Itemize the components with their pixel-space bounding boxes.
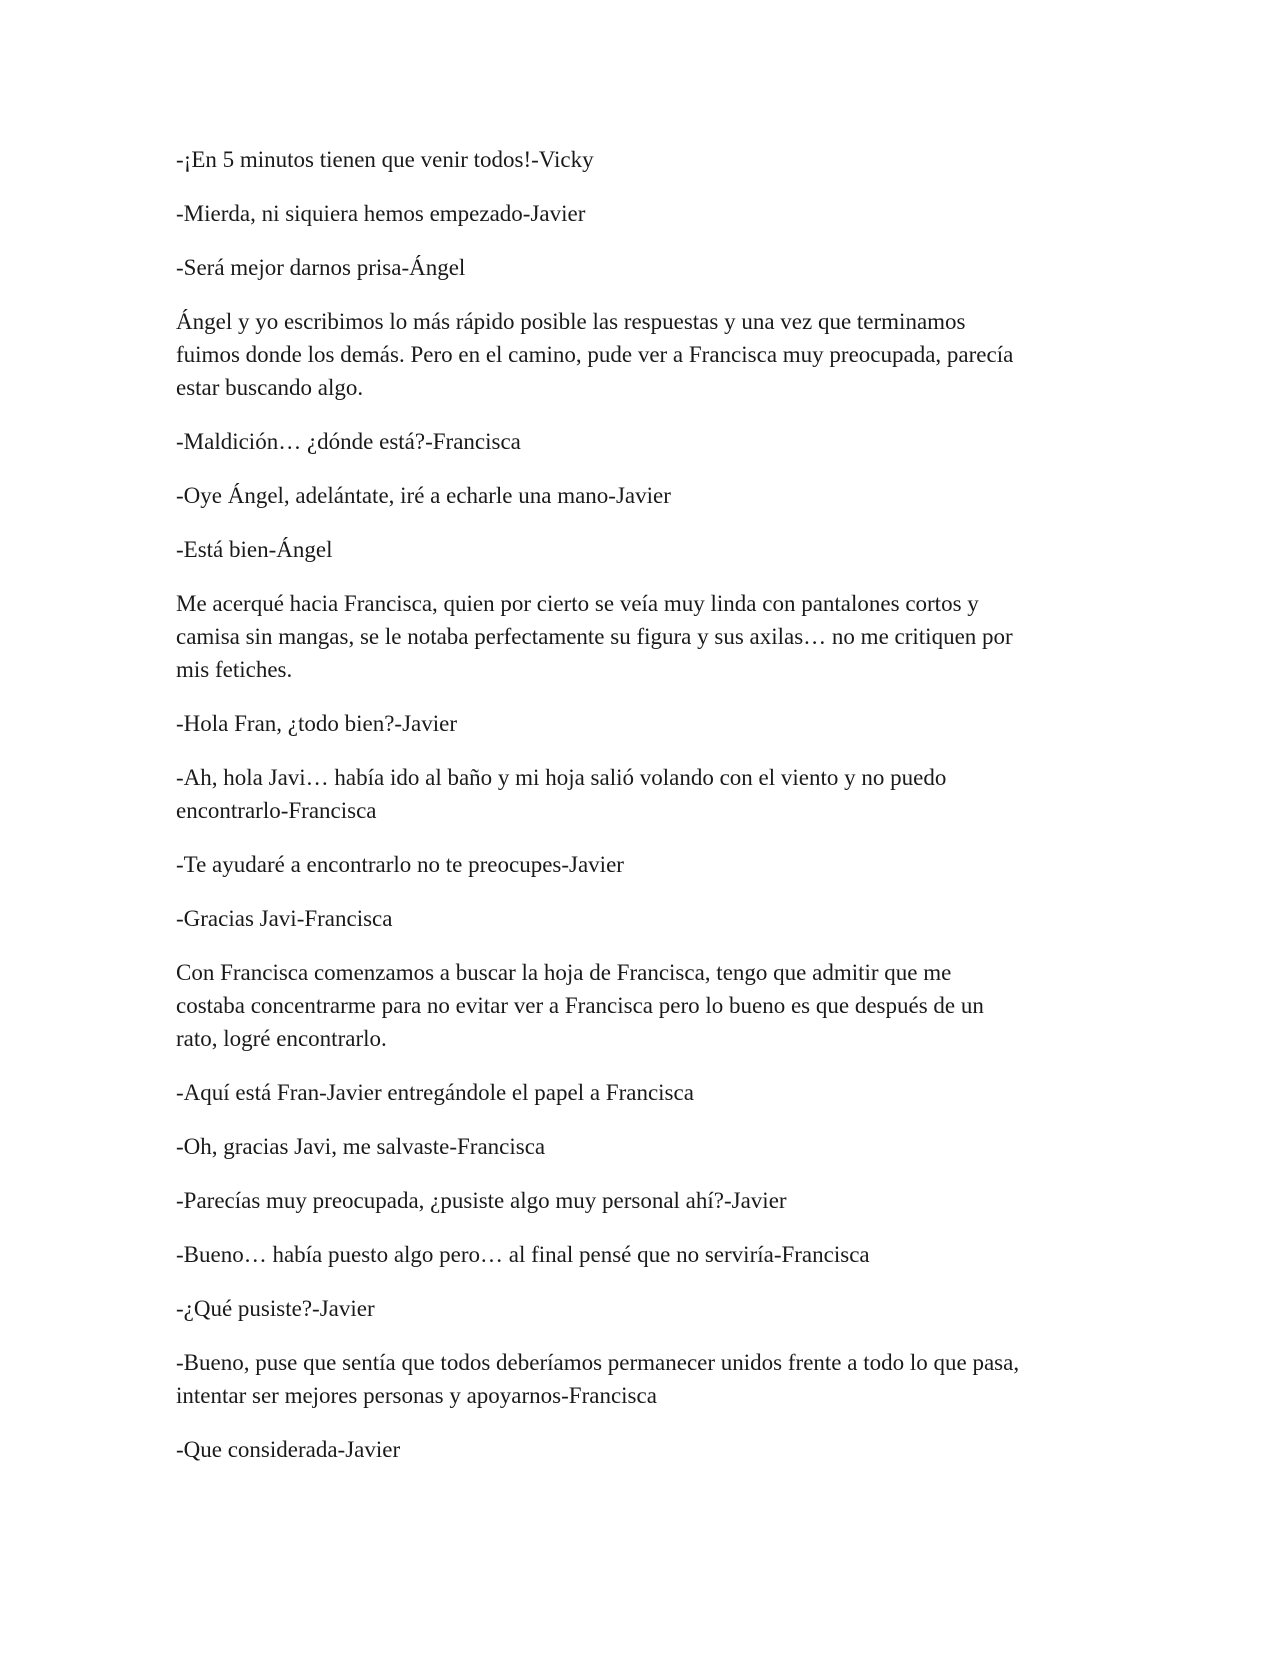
dialogue-line: -Ah, hola Javi… había ido al baño y mi hoja salió volando con el viento y no puedo encontrarlo-Francisca (176, 765, 947, 823)
dialogue-line: -Oye Ángel, adelántate, iré a echarle una mano-Javier (176, 483, 671, 508)
dialogue-line: -¿Qué pusiste?-Javier (176, 1296, 375, 1321)
dialogue-line: -Maldición… ¿dónde está?-Francisca (176, 429, 521, 454)
dialogue-line: -¡En 5 minutos tienen que venir todos!-Vicky (176, 147, 594, 172)
narrative-paragraph: Con Francisca comenzamos a buscar la hoja de Francisca, tengo que admitir que me costaba concentrarme para no evitar ver a Francisca pero lo bueno es que después de un rato, logré encontrarlo. (176, 960, 984, 1051)
dialogue-line: -Está bien-Ángel (176, 537, 333, 562)
dialogue-line: -Bueno, puse que sentía que todos deberíamos permanecer unidos frente a todo lo que pasa, intentar ser mejores personas y apoyarnos-Francisca (176, 1350, 1020, 1408)
dialogue-line: -Bueno… había puesto algo pero… al final pensé que no serviría-Francisca (176, 1242, 870, 1267)
dialogue-line: -Hola Fran, ¿todo bien?-Javier (176, 711, 458, 736)
dialogue-line: -Gracias Javi-Francisca (176, 906, 393, 931)
narrative-paragraph: Me acerqué hacia Francisca, quien por cierto se veía muy linda con pantalones cortos y camisa sin mangas, se le notaba perfectamente su figura y sus axilas… no me critiquen por mis fetiches. (176, 591, 1013, 682)
dialogue-line: -Que considerada-Javier (176, 1437, 401, 1462)
dialogue-line: -Aquí está Fran-Javier entregándole el papel a Francisca (176, 1080, 694, 1105)
dialogue-line: -Oh, gracias Javi, me salvaste-Francisca (176, 1134, 546, 1159)
dialogue-line: -Te ayudaré a encontrarlo no te preocupes-Javier (176, 852, 624, 877)
dialogue-line: -Parecías muy preocupada, ¿pusiste algo muy personal ahí?-Javier (176, 1188, 787, 1213)
dialogue-line: -Mierda, ni siquiera hemos empezado-Javier (176, 201, 586, 226)
narrative-paragraph: Ángel y yo escribimos lo más rápido posible las respuestas y una vez que terminamos fuimos donde los demás. Pero en el camino, pude ver a Francisca muy preocupada, parecía estar buscando algo. (176, 309, 1014, 400)
dialogue-line: -Será mejor darnos prisa-Ángel (176, 255, 466, 280)
document-page (176, 143, 1096, 1487)
